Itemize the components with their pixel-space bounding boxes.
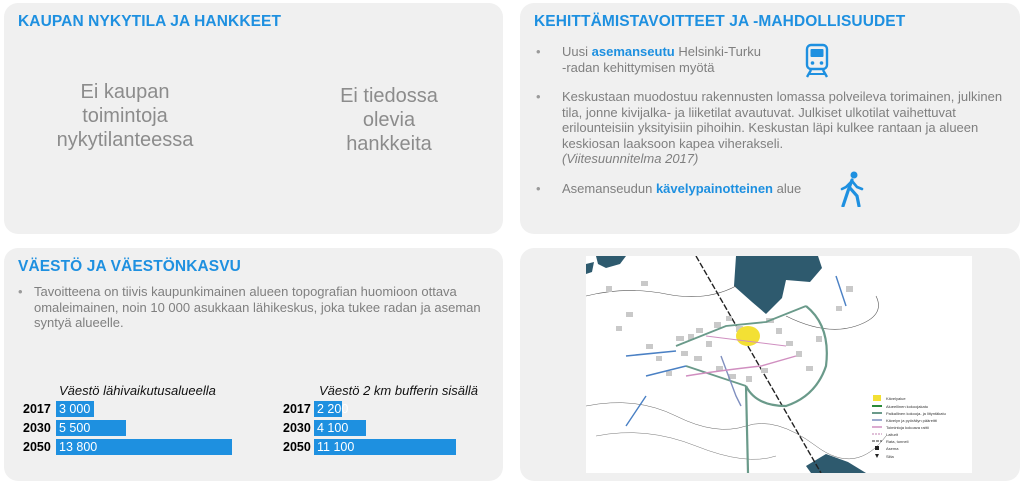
text-part: alue xyxy=(773,181,802,196)
data-label: 4 100 xyxy=(317,421,349,435)
legend-label: Rata, tunneli xyxy=(886,439,909,444)
commerce-status-text xyxy=(40,80,210,152)
data-label: 3 000 xyxy=(59,402,91,416)
lake-shape xyxy=(734,256,822,314)
commerce-panel xyxy=(4,3,503,234)
text-part: Uusi xyxy=(562,44,592,59)
panel-title: KEHITTÄMISTAVOITTEET JA -MAHDOLLISUUDET xyxy=(534,13,906,30)
building-cluster xyxy=(606,281,853,382)
lake-shape xyxy=(586,262,594,274)
lake-shape xyxy=(596,256,626,268)
bullet-station-area: • Uusi asemanseutu Helsinki-Turku -radan kehittymisen myötä xyxy=(536,44,761,75)
legend-label: Kävelyalue xyxy=(886,396,906,401)
site-plan-map xyxy=(586,256,972,473)
chart-title: Väestö lähivaikutusalueella xyxy=(59,383,216,398)
text-part: Asemanseudun xyxy=(562,181,656,196)
bullet-walking-area: • Asemanseudun kävelypainotteinen alue xyxy=(536,181,802,196)
walking-area xyxy=(736,326,760,346)
highlight-text: kävelypainotteinen xyxy=(655,181,773,196)
road xyxy=(746,386,748,473)
map-legend xyxy=(872,395,882,458)
development-goals-panel xyxy=(520,3,1020,234)
legend-label: Asema xyxy=(886,446,899,451)
text-part: -radan kehittymisen myötä xyxy=(562,59,715,75)
legend-label: Kävelyn ja pyöräilyn pääreitti xyxy=(886,418,937,423)
population-panel xyxy=(4,248,503,481)
bullet-center-description: • Keskustaan muodostuu rakennusten lomassa polveileva torimainen, julkinen tila, jonne kivijalka- ja liiketilat avautuvat. Julkiset ulkotilat vaihettuvat erilounteisiin yksityisiin pihoihin. Keskustan läpi kulkee rantaan ja alueen keskiosan laaksoon kapea viherakseli. (Viitesuunnitelma 2017) xyxy=(536,89,1003,166)
path xyxy=(626,396,646,426)
tick-label: 2030 xyxy=(283,421,311,435)
text-part: Helsinki-Turku xyxy=(674,44,761,59)
data-label: 11 100 xyxy=(317,440,355,454)
legend-label: Paikallinen kokooja- ja liityntäkatu xyxy=(886,411,946,416)
road xyxy=(721,356,741,406)
legend-label: Silta xyxy=(886,454,894,459)
map-panel xyxy=(520,248,1020,481)
projects-status-text xyxy=(304,84,474,156)
path xyxy=(686,356,796,376)
tick-label: 2017 xyxy=(283,402,311,416)
highlight-text: asemanseutu xyxy=(591,44,675,59)
tick-label: 2017 xyxy=(23,402,51,416)
data-label: 2 200 xyxy=(317,402,349,416)
reference-text: (Viitesuunnitelma 2017) xyxy=(562,151,699,166)
tick-label: 2050 xyxy=(23,440,51,454)
map-graphic xyxy=(586,256,972,473)
bullet-population-goal: • Tavoitteena on tiivis kaupunkimainen alueen topografian huomioon ottava omaleimainen, noin 10 000 asukkaan lähikeskus, joka tukee radan ja aseman syntyä alueelle. xyxy=(18,284,481,330)
tick-label: 2030 xyxy=(23,421,51,435)
text-line: Ei kaupan xyxy=(80,81,170,103)
road xyxy=(746,306,827,406)
text-part: Tavoitteena on tiivis kaupunkimainen alueen topografian huomioon ottava omaleimainen, noin 10 000 asukkaan lähikeskus, joka tukee radan ja aseman syntyä alueelle. xyxy=(34,284,481,330)
chart-title: Väestö 2 km bufferin sisällä xyxy=(319,383,478,398)
text-line: nykytilanteessa xyxy=(56,129,194,151)
panel-title: VÄESTÖ JA VÄESTÖNKASVU xyxy=(18,258,241,275)
text-line: Ei tiedossa xyxy=(340,85,438,107)
walking-person-icon xyxy=(840,171,864,207)
text-part: Keskustaan muodostuu rakennusten lomassa polveileva torimainen, julkinen tila, jonne kivijalka- ja liiketilat avautuvat. Julkiset ulkotilat vaihettuvat erilounteisiin yksityisiin pihoihin. Keskustan läpi kulkee rantaan ja alueen keskiosan laaksoon kapea viherakseli. xyxy=(562,89,1003,151)
legend-label: Toimintoja kokoava raitti xyxy=(886,425,929,430)
text-line: hankkeita xyxy=(346,133,432,155)
path xyxy=(836,276,846,306)
data-label: 5 500 xyxy=(59,421,91,435)
text-line: toimintoja xyxy=(82,105,168,127)
legend-label: Alueellinen kokoojakatu xyxy=(886,404,929,409)
panel-title: KAUPAN NYKYTILA JA HANKKEET xyxy=(18,13,282,30)
legend-label: Laiturit xyxy=(886,432,899,437)
text-line: olevia xyxy=(362,109,416,131)
train-icon xyxy=(804,43,830,79)
tick-label: 2050 xyxy=(283,440,311,454)
data-label: 13 800 xyxy=(59,440,98,454)
path xyxy=(626,351,676,356)
